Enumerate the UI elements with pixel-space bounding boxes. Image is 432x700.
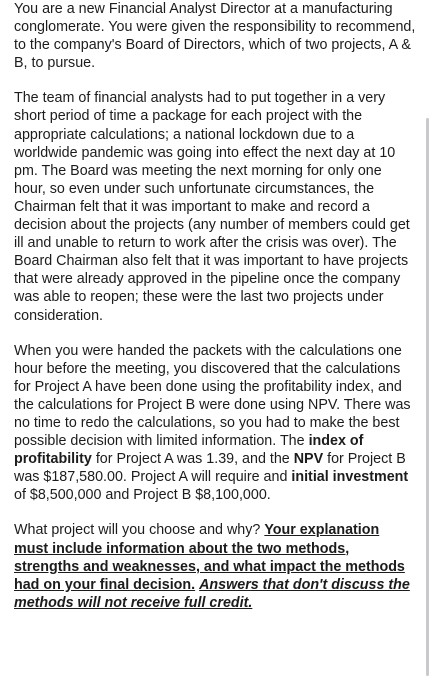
credit-warning: Answers that don't discuss the methods will not receive full credit. — [14, 576, 410, 611]
question-text: What project will you choose and why? — [14, 522, 265, 539]
calculations-paragraph — [14, 342, 416, 505]
document-body — [14, 0, 416, 629]
calculations-text-2: for Project A was 1.39, and the — [91, 451, 294, 468]
npv-term: NPV — [293, 451, 324, 468]
initial-investment-term: initial investment — [291, 469, 409, 486]
profitability-index-term: index of profitability — [14, 433, 364, 468]
calculations-text-1: When you were handed the packets with the calculations one hour before the meeting, you discovered that the calculations for Project A have been done using the profitability index, and the calculations for Project B were done using NPV. There was no time to redo the calculations, so you had to make the best possible decision with limited information. The — [14, 342, 411, 450]
question-paragraph — [14, 521, 416, 611]
calculations-text-3: for Project B was $187,580.00. Project A will require and — [14, 451, 406, 486]
calculations-text-4: of $8,500,000 and Project B $8,100,000. — [14, 487, 271, 504]
vertical-scrollbar[interactable] — [426, 118, 429, 676]
intro-paragraph: You are a new Financial Analyst Director at a manufacturing conglomerate. You were given the responsibility to recommend, to the company's Board of Directors, which of two projects, A & B, to pursue. — [14, 1, 416, 72]
explanation-requirement: Your explanation must include information about the two methods, strengths and weaknesses, and what impact the methods had on your final decision. — [14, 522, 405, 593]
background-paragraph: The team of financial analysts had to put together in a very short period of time a package for each project with the appropriate calculations; a national lockdown due to a worldwide pandemic was going into effect the next day at 10 pm. The Board was meeting the next morning for only one hour, so even under such unfortunate circumstances, the Chairman felt that it was important to make and record a decision about the projects (any number of members could get ill and unable to return to work after the crisis was over). The Board Chairman also felt that it was important to have projects that were already approved in the pipeline once the company was able to reopen; these were the last two projects under consideration. — [14, 90, 410, 324]
